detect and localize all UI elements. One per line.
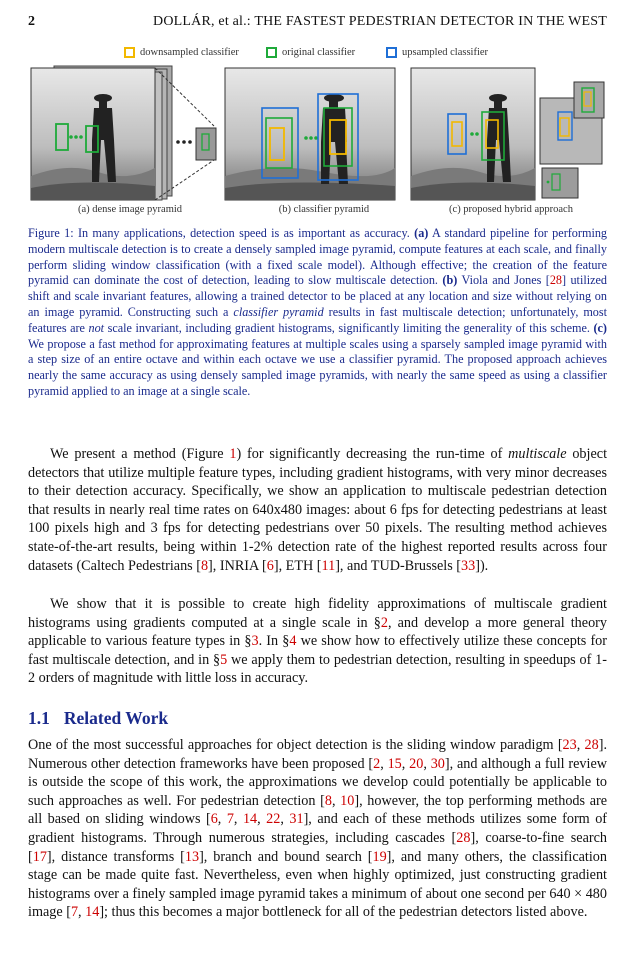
legend-label: original classifier — [282, 46, 356, 58]
figure-caption — [28, 226, 607, 400]
citation-link[interactable]: 23 — [562, 737, 577, 753]
legend-label: downsampled classifier — [140, 46, 239, 58]
citation-link[interactable]: 6 — [266, 557, 274, 574]
citation-link[interactable]: 15 — [387, 755, 402, 772]
paragraph-related-work — [28, 736, 607, 922]
section-ref-link[interactable]: 4 — [289, 633, 297, 650]
text: , — [78, 904, 86, 921]
citation-link[interactable]: 20 — [409, 755, 424, 772]
citation-link[interactable]: 19 — [372, 848, 387, 865]
subcaption-a: (a) dense image pyramid — [77, 204, 183, 215]
emphasis: multiscale — [508, 446, 567, 462]
text: ], however, the top performing methods are all based on sliding windows [ — [28, 792, 608, 828]
text: , — [423, 755, 431, 772]
caption-text: We propose a fast method for approximating features at multiple scales using a sparsely sampled image pyramid with a step size of an entire octave and within each octave we use a classifier pyramid. The proposed approach achieves nearly the same accuracy as using densely sampled image pyramids, with nearly the same speed as using a classifier pyramid applied to an image at a single scale. — [28, 336, 607, 398]
caption-text: In many applications, detection speed is as important as accuracy. — [77, 226, 410, 240]
text: , — [331, 792, 341, 809]
caption-text: results in fast multiscale detection; unfortunately, most features are — [28, 304, 608, 335]
legend-swatch-green — [266, 47, 277, 58]
section-heading — [28, 708, 168, 729]
citation-link[interactable]: 28 — [549, 273, 562, 288]
figure-ref-link[interactable]: 1 — [229, 446, 237, 462]
panel-b-classifier-pyramid — [224, 64, 404, 202]
caption-text: ] utilized shift and scale invariant features, allowing a trained detector to be placed at any location and size without relying on an image pyramid. Constructing such a — [28, 273, 608, 319]
paragraph-intro-2 — [28, 595, 607, 688]
subcaption-c: (c) proposed hybrid approach — [449, 204, 573, 215]
caption-emphasis: classifier pyramid — [233, 304, 324, 319]
citation-link[interactable]: 11 — [321, 557, 336, 574]
citation-link[interactable]: 22 — [266, 811, 281, 828]
text: , — [401, 755, 410, 772]
text: We show that it is possible to create high fidelity approximations of multiscale gradient histograms using gradients computed at a single scale in § — [28, 596, 607, 631]
citation-link[interactable]: 7 — [70, 904, 79, 921]
text: , — [380, 755, 388, 772]
text: ], and many others, the classification stage can be made quite fast. Nevertheless, even when highly optimized, just constructing gradient histograms over a finely sampled image pyramid takes a minimum of about one second per 640 × 480 image [ — [28, 848, 607, 921]
text: ]; thus this becomes a major bottleneck for all of the pedestrian detectors listed above. — [99, 904, 588, 921]
paragraph-intro-1 — [28, 445, 607, 575]
panel-a-dense-pyramid — [28, 64, 218, 202]
subcaption-b: (b) classifier pyramid — [278, 204, 370, 215]
citation-link[interactable]: 2 — [373, 755, 381, 772]
text: ], and although a full review is outside the scope of this work, the approximations we develop could potentially be applicable to such approaches as well. For pedestrian detection [ — [28, 755, 608, 809]
page-number: 2 — [28, 14, 36, 29]
legend-upsampled — [386, 42, 488, 62]
text: ], distance transforms [ — [46, 848, 185, 865]
citation-link[interactable]: 6 — [210, 811, 218, 828]
section-title: Related Work — [63, 708, 169, 728]
text: we show how to effectively utilize these concepts for fast multiscale detection, and in § — [28, 633, 607, 668]
text: One of the most successful approaches for object detection is the sliding window paradigm [ — [28, 737, 563, 753]
text: , — [280, 811, 290, 828]
citation-link[interactable]: 7 — [226, 811, 234, 828]
citation-link[interactable]: 10 — [340, 792, 355, 809]
caption-text: Viola and Jones [ — [461, 273, 550, 288]
citation-link[interactable]: 30 — [430, 755, 445, 772]
section-ref-link[interactable]: 5 — [220, 651, 228, 668]
legend-swatch-blue — [386, 47, 397, 58]
legend-label: upsampled classifier — [402, 46, 489, 58]
text: object detectors that utilize multiple feature types, including gradient histograms, with very minor decreases to their detection accuracy. Specifically, we show an application to multiscale pedestrian detection that results in nearly real time rates on 640x480 images: about 6 fps for detecting pedestrians at least 100 pixels high and 3 fps for detecting pedestrians over 50 pixels. The resulting method achieves state-of-the-art results, being within 1-2% detection rate of the highest reported results across four datasets (Caltech Pedestrians [ — [28, 446, 608, 574]
legend-downsampled — [124, 42, 239, 62]
text: we apply them to pedestrian detection, resulting in speedups of 1-2 orders of magnitude with little loss in accuracy. — [28, 651, 607, 687]
text: , and develop a more general theory applicable to various feature types in § — [28, 614, 607, 650]
citation-link[interactable]: 31 — [289, 811, 304, 828]
figure-1 — [28, 42, 607, 222]
text: ], INRIA [ — [208, 557, 267, 574]
running-title: DOLLÁR, et al.: THE FASTEST PEDESTRIAN DETECTOR IN THE WEST — [153, 14, 607, 29]
caption-emphasis: not — [88, 320, 105, 335]
text: ], and each of these methods utilizes some form of gradient histograms. Through numerous strategies, including cascades [ — [28, 811, 608, 846]
text: , — [257, 811, 267, 828]
text: , — [217, 811, 227, 828]
text: ]. Numerous other detection frameworks have been proposed [ — [28, 737, 607, 772]
text: . In § — [258, 633, 290, 650]
legend-swatch-yellow — [124, 47, 135, 58]
text: ) for significantly decreasing the run-time of — [236, 446, 509, 462]
section-ref-link[interactable]: 3 — [251, 633, 259, 650]
citation-link[interactable]: 33 — [461, 557, 476, 574]
panel-c-hybrid-approach — [410, 64, 607, 202]
citation-link[interactable]: 28 — [584, 737, 599, 753]
citation-link[interactable]: 14 — [85, 904, 100, 921]
caption-b-label: (b) — [442, 273, 458, 288]
citation-link[interactable]: 28 — [456, 829, 471, 846]
caption-text: A standard pipeline for performing modern multiscale detection is to create a densely sampled image pyramid, compute features at each scale, and finally perform sliding window classification (with a fixed scale model). Although effective; the creation of the feature pyramid can dominate the cost of detection, leading to slow multiscale detection. — [28, 226, 608, 288]
text: We present a method (Figure — [50, 446, 230, 462]
text: ], coarse-to-fine search [ — [28, 829, 607, 865]
caption-a-label: (a) — [414, 226, 429, 240]
section-number: 1.1 — [28, 708, 50, 728]
text: ], and TUD-Brussels [ — [335, 557, 462, 574]
citation-link[interactable]: 17 — [32, 848, 47, 865]
caption-text: scale invariant, including gradient histograms, significantly limiting the generality of this scheme. — [107, 320, 590, 335]
citation-link[interactable]: 8 — [200, 557, 209, 574]
caption-label: Figure 1: — [28, 226, 74, 240]
text: , — [576, 737, 585, 753]
section-ref-link[interactable]: 2 — [380, 614, 388, 631]
text: ], ETH [ — [273, 557, 322, 574]
citation-link[interactable]: 13 — [184, 848, 200, 865]
legend-original — [266, 42, 355, 62]
caption-c-label: (c) — [593, 320, 607, 335]
text: ]). — [475, 557, 489, 574]
page-header — [28, 14, 607, 34]
citation-link[interactable]: 14 — [242, 811, 258, 828]
text: ], branch and bound search [ — [199, 848, 373, 865]
text: , — [233, 811, 243, 828]
citation-link[interactable]: 8 — [324, 792, 332, 809]
